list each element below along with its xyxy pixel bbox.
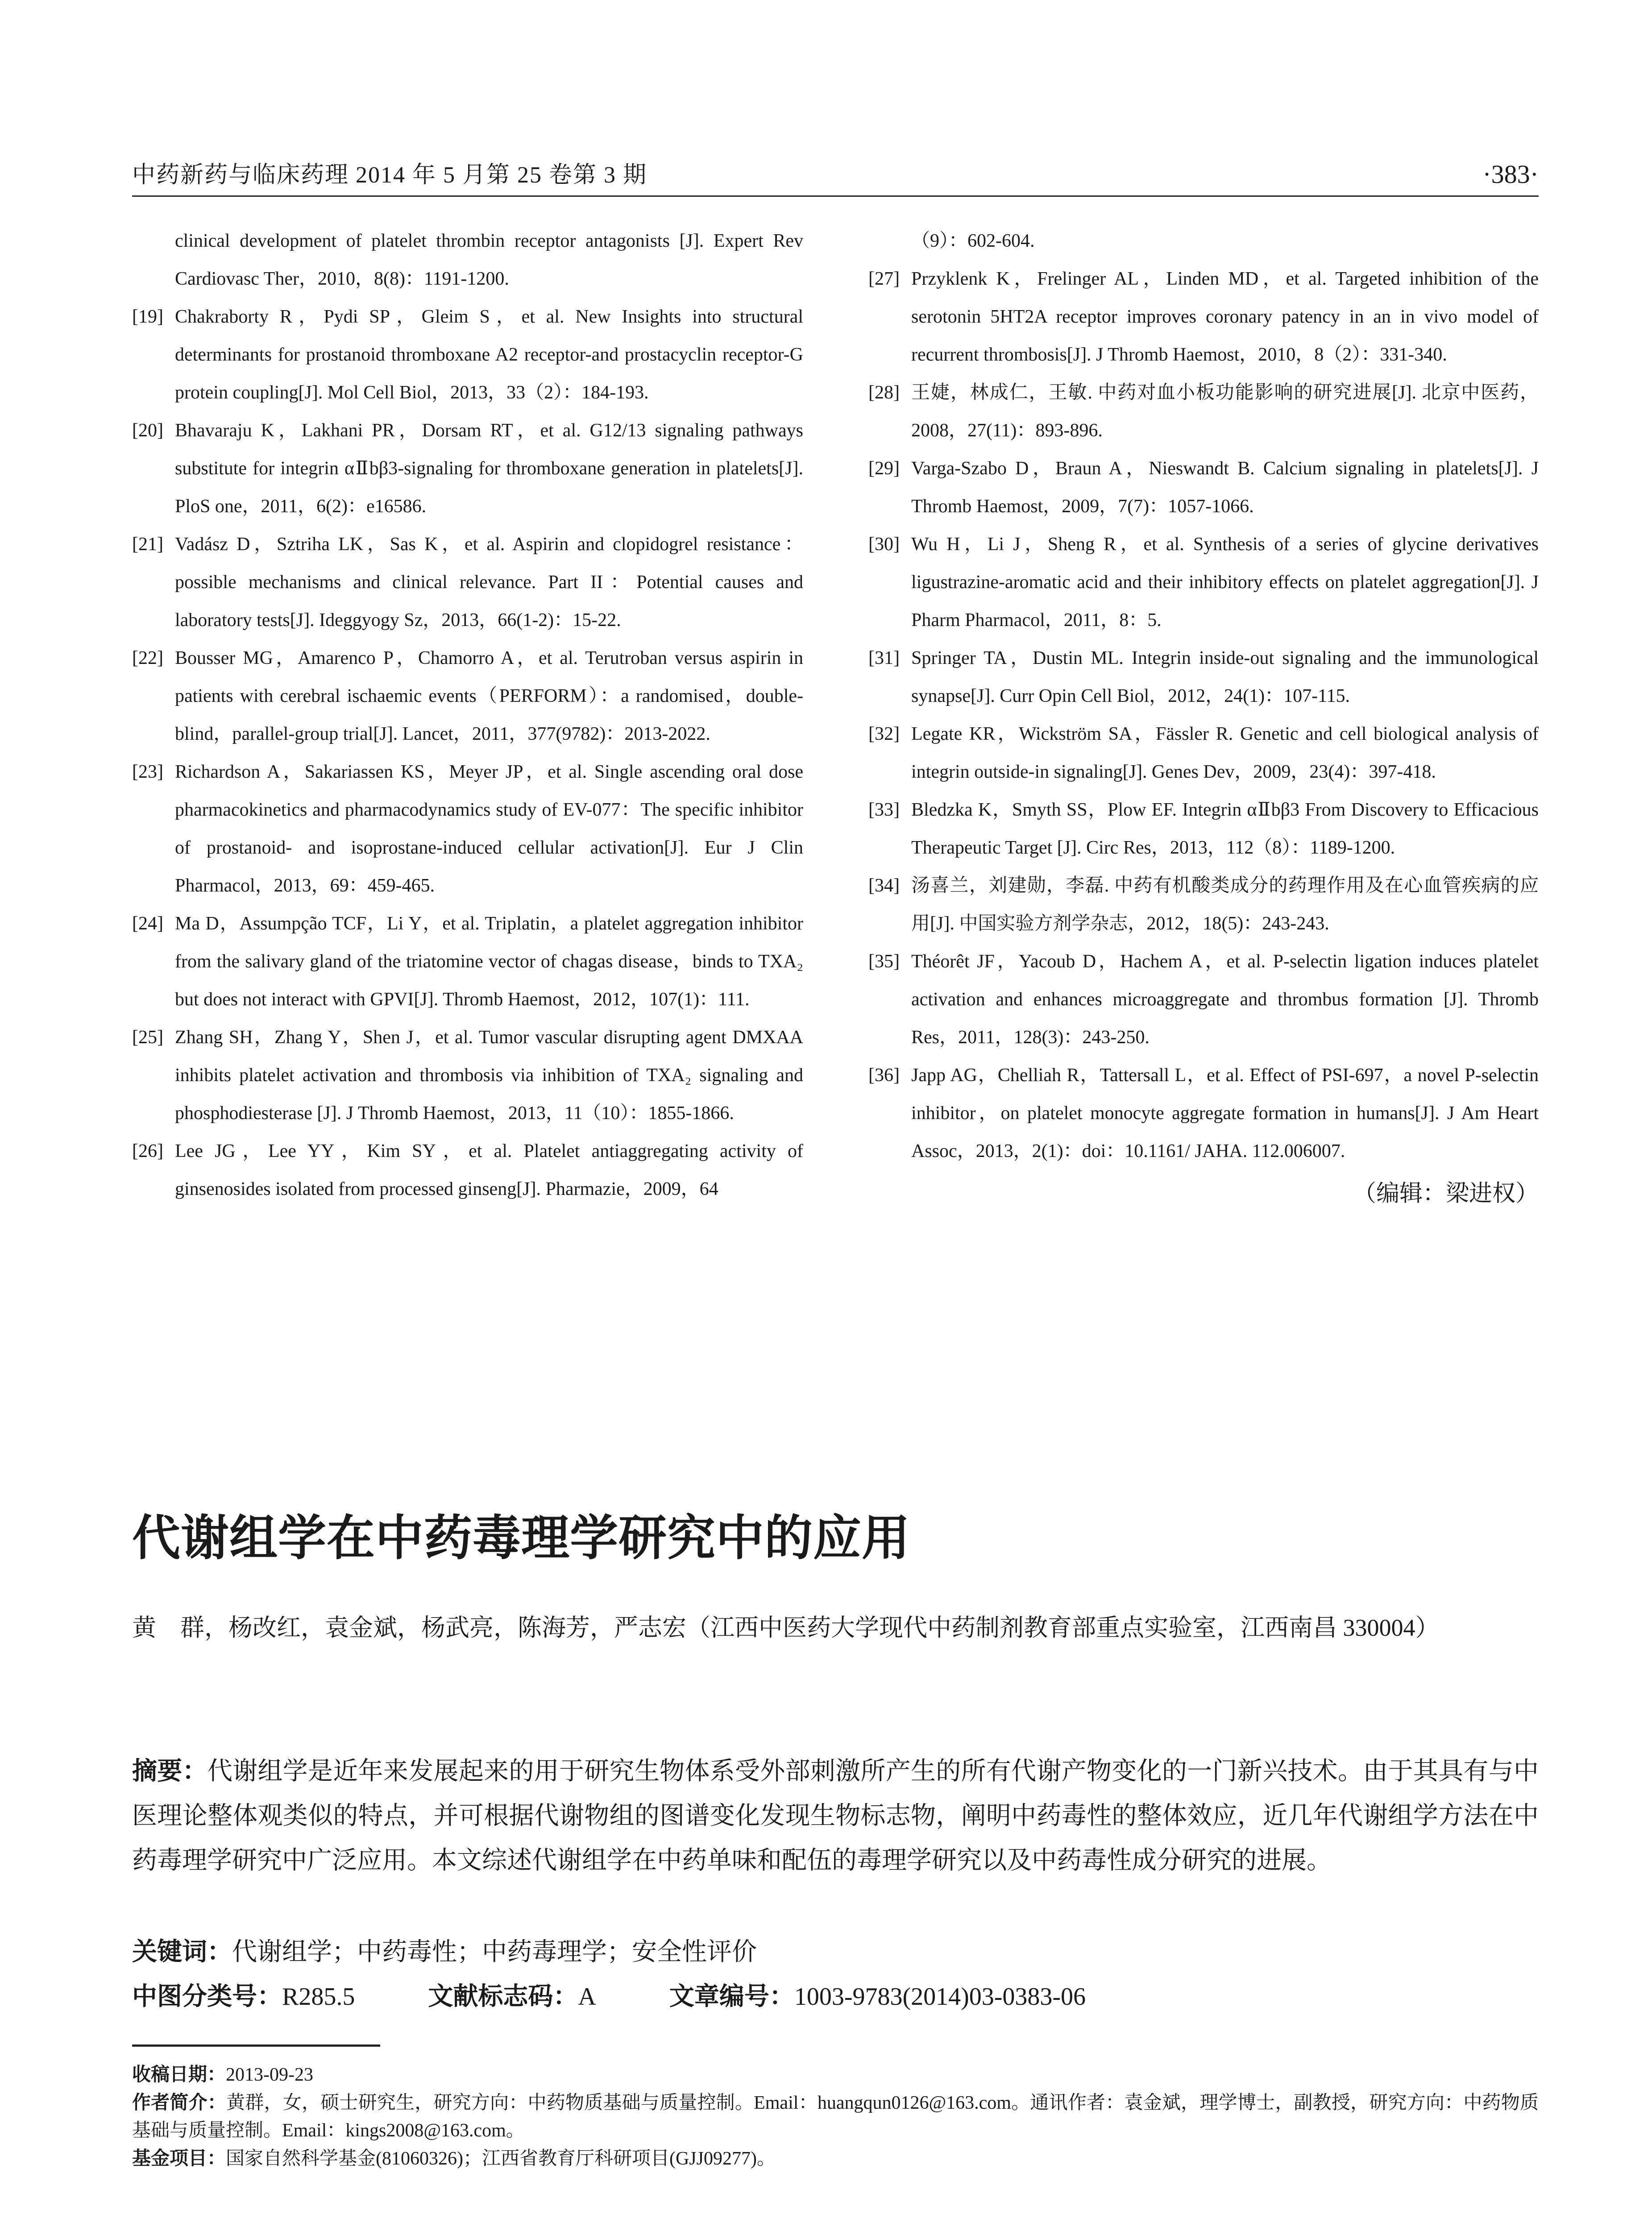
reference-number: [31] [868,648,900,668]
reference-item [132,298,803,412]
reference-item [868,1057,1539,1170]
reference-number: [33] [868,800,900,820]
reference-text: Bousser MG，Amarenco P，Chamorro A，et al. Terutroban versus aspirin in patients with cerebral ischaemic events（PERFORM）：a randomised，double-blind，parallel-group trial[J]. Lancet，2011，377(9782)：2013-2022. [175,648,803,744]
reference-item [132,1132,803,1208]
reference-item [132,905,803,1019]
footnotes [132,2061,1539,2173]
reference-text: Richardson A，Sakariassen KS，Meyer JP，et al. Single ascending oral dose pharmacokinetics and pharmacodynamics study of EV-077：The specific inhibitor of prostanoid- and isoprostane-induced cellular activation[J]. Eur J Clin Pharmacol，2013，69：459-465. [175,762,803,896]
reference-item [868,450,1539,526]
abstract [132,1749,1539,1883]
reference-number: [20] [132,420,163,441]
reference-item [868,791,1539,867]
running-header [132,154,1539,197]
reference-text: Bledzka K，Smyth SS，Plow EF. Integrin αⅡbβ3 From Discovery to Efficacious Therapeutic Target [J]. Circ Res，2013，112（8）：1189-1200. [911,800,1539,858]
reference-text: Przyklenk K，Frelinger AL，Linden MD，et al. Targeted inhibition of the serotonin 5HT2A receptor improves coronary patency in an in vivo model of recurrent thrombosis[J]. J Thromb Haemost，2010，8（2）：331-340. [911,269,1539,365]
article-title: 代谢组学在中药毒理学研究中的应用 [132,1510,911,1566]
reference-text: Chakraborty R，Pydi SP，Gleim S，et al. New Insights into structural determinants for prostanoid thromboxane A2 receptor-and prostacyclin receptor-G protein coupling[J]. Mol Cell Biol，2013，33（2）：184-193. [175,307,803,403]
funding: 基金项目：国家自然科学基金(81060326)；江西省教育厅科研项目(GJJ09277)。 [132,2147,776,2169]
reference-number: [25] [132,1027,163,1048]
abstract-label: 摘要： [132,1757,208,1786]
reference-number: [26] [132,1141,163,1161]
classification-line [132,1977,1153,2017]
reference-item [868,639,1539,715]
reference-text: Varga-Szabo D，Braun A，Nieswandt B. Calcium signaling in platelets[J]. J Thromb Haemost，2009，7(7)：1057-1066. [911,458,1539,517]
reference-text: 汤喜兰，刘建勋，李磊. 中药有机酸类成分的药理作用及在心血管疾病的应用[J]. 中国实验方剂学杂志，2012，18(5)：243-243. [911,875,1539,934]
abstract-text: 代谢组学是近年来发展起来的用于研究生物体系受外部刺激所产生的所有代谢产物变化的一门新兴技术。由于其具有与中医理论整体观类似的特点，并可根据代谢物组的图谱变化发现生物标志物，阐明中药毒性的整体效应，近几年代谢组学方法在中药毒理学研究中广泛应用。本文综述代谢组学在中药单味和配伍的毒理学研究以及中药毒性成分研究的进展。 [132,1758,1539,1874]
reference-text: Japp AG，Chelliah R，Tattersall L，et al. Effect of PSI-697，a novel P-selectin inhibitor，on platelet monocyte aggregate formation in humans[J]. J Am Heart Assoc，2013，2(1)：doi：10.1161/ JAHA. 112.006007. [911,1065,1539,1161]
reference-item [132,526,803,639]
keywords [132,1932,757,1972]
reference-number: [19] [132,307,163,327]
page-number: ·383· [1482,160,1539,189]
reference-text: Wu H，Li J，Sheng R，et al. Synthesis of a series of glycine derivatives ligustrazine-aromatic acid and their inhibitory effects on platelet aggregation[J]. J Pharm Pharmacol，2011，8：5. [911,534,1539,630]
reference-text: Vadász D，Sztriha LK，Sas K，et al. Aspirin and clopidogrel resistance：possible mechanisms and clinical relevance. Part II：Potential causes and laboratory tests[J]. Ideggyogy Sz，2013，66(1-2)：15-22. [175,534,803,630]
editor-credit: （编辑：梁进权） [1353,1181,1539,1207]
reference-text: 王婕，林成仁，王敏. 中药对血小板功能影响的研究进展[J]. 北京中医药，2008，27(11)：893-896. [911,382,1539,441]
footnote-divider [132,2044,380,2047]
reference-item [868,526,1539,639]
reference-text: Springer TA，Dustin ML. Integrin inside-out signaling and the immunological synapse[J]. Curr Opin Cell Biol，2012，24(1)：107-115. [911,648,1539,706]
reference-item [868,260,1539,374]
keywords-text: 代谢组学；中药毒性；中药毒理学；安全性评价 [232,1938,757,1966]
document-code: 文献标志码：A [428,1982,596,2011]
reference-number: [35] [868,951,900,972]
reference-item: （9）：602-604. [911,231,1035,251]
reference-text: Zhang SH，Zhang Y，Shen J，et al. Tumor vascular disrupting agent DMXAA inhibits platelet activation and thrombosis via inhibition of TXA₂ signaling and phosphodiesterase [J]. J Thromb Haemost，2013，11（10）：1855-1866. [175,1027,803,1124]
reference-item [132,412,803,526]
keywords-label: 关键词： [132,1937,232,1966]
reference-number: [23] [132,762,163,782]
reference-item [868,867,1539,943]
reference-number: [28] [868,382,900,403]
reference-number: [30] [868,534,900,555]
reference-text: Lee JG，Lee YY，Kim SY，et al. Platelet antiaggregating activity of ginsenosides isolated from processed ginseng[J]. Pharmazie，2009，64 [175,1141,803,1199]
clc-number: 中图分类号：R285.5 [132,1982,355,2011]
reference-item: clinical development of platelet thrombin receptor antagonists [J]. Expert Rev Cardiovasc Ther，2010，8(8)：1191-1200. [175,231,803,289]
reference-number: [22] [132,648,163,668]
reference-text: Legate KR，Wickström SA，Fässler R. Genetic and cell biological analysis of integrin outside-in signaling[J]. Genes Dev，2009，23(4)：397-418. [911,724,1539,782]
reference-item [868,943,1539,1057]
reference-text: Théorêt JF，Yacoub D，Hachem A，et al. P-selectin ligation induces platelet activation and enhances microaggregate and thrombus formation [J]. Thromb Res，2011，128(3)：243-250. [911,951,1539,1048]
reference-number: [34] [868,875,900,896]
reference-number: [29] [868,458,900,479]
reference-text: Bhavaraju K，Lakhani PR，Dorsam RT，et al. G12/13 signaling pathways substitute for integrin αⅡbβ3-signaling for thromboxane generation in platelets[J]. PloS one，2011，6(2)：e16586. [175,420,803,517]
reference-item [868,715,1539,791]
reference-item [132,753,803,905]
reference-item [132,1019,803,1132]
reference-item [132,639,803,753]
reference-text: Ma D，Assumpção TCF，Li Y，et al. Triplatin，a platelet aggregation inhibitor from the salivary gland of the triatomine vector of chagas disease，binds to TXA₂ but does not interact with GPVI[J]. Thromb Haemost，2012，107(1)：111. [175,913,803,1010]
author-bio: 作者简介：黄群，女，硕士研究生，研究方向：中药物质基础与质量控制。Email：huangqun0126@163.com。通讯作者：袁金斌，理学博士，副教授，研究方向：中药物质基础与质量控制。Email：kings2008@163.com。 [132,2091,1539,2141]
reference-item [868,374,1539,450]
article-number: 文章编号：1003-9783(2014)03-0383-06 [669,1982,1086,2011]
references-left-column [132,222,803,1208]
received-date: 收稿日期：2013-09-23 [132,2063,313,2085]
reference-number: [27] [868,269,900,289]
reference-number: [21] [132,534,163,555]
reference-number: [36] [868,1065,900,1086]
author-affiliation: 黄 群，杨改红，袁金斌，杨武亮，陈海芳，严志宏（江西中医药大学现代中药制剂教育部重点实验室，江西南昌 330004） [132,1614,1440,1641]
reference-number: [24] [132,913,163,934]
reference-number: [32] [868,724,900,744]
journal-issue: 中药新药与临床药理 2014 年 5 月第 25 卷第 3 期 [132,162,648,188]
references-right-column [868,222,1539,1213]
